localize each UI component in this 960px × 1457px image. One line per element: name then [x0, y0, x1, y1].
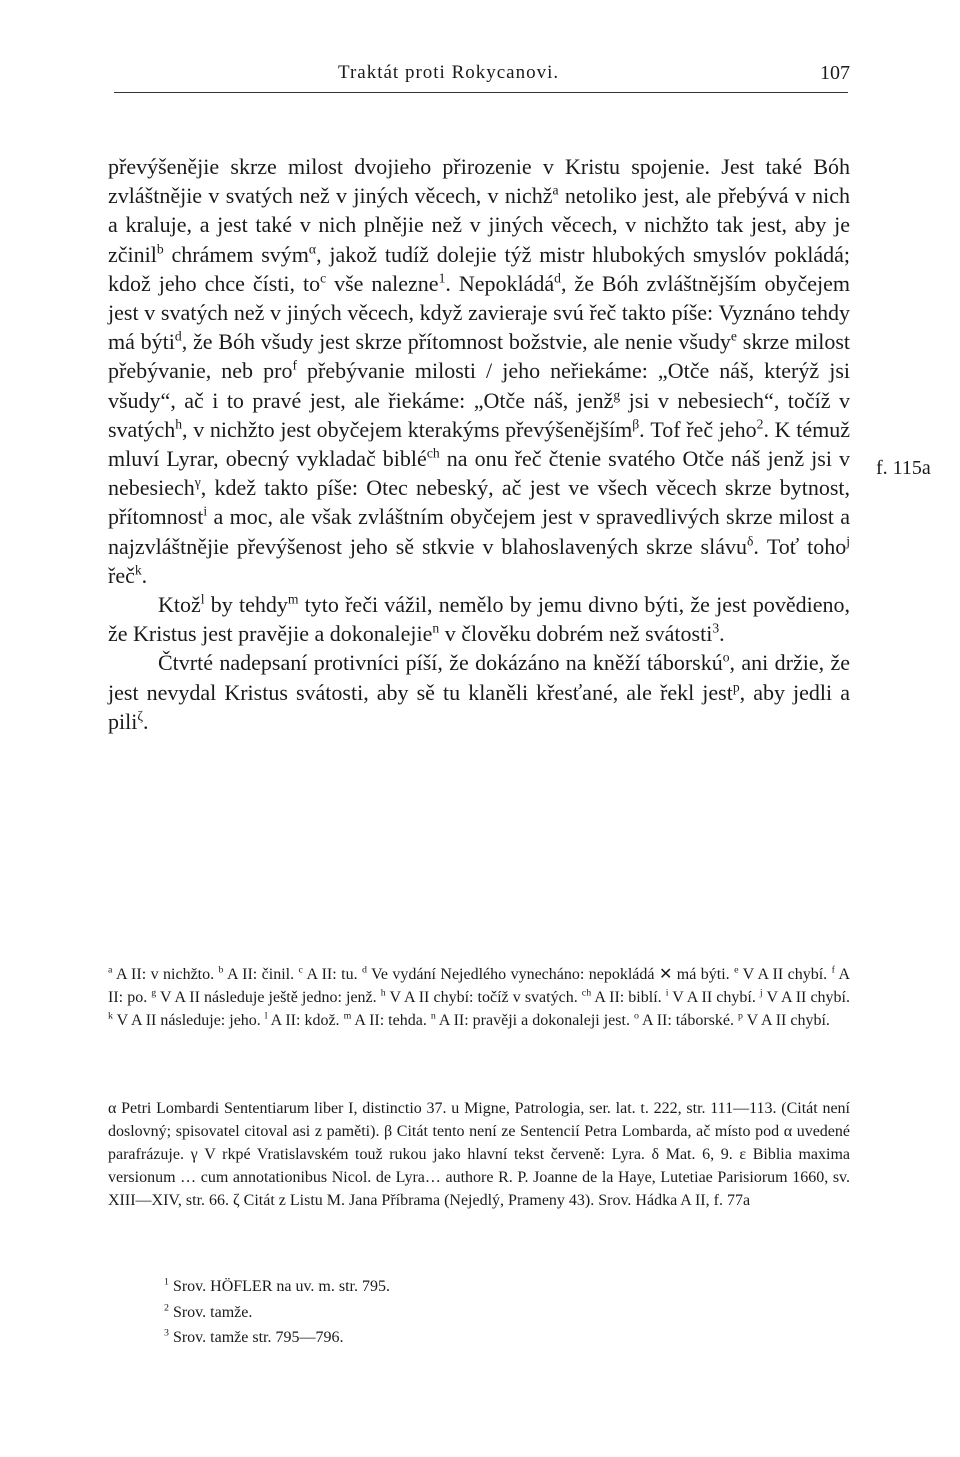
- main-text: [108, 152, 850, 736]
- textual-notes: [108, 963, 850, 1032]
- folio-margin-note: f. 115a: [876, 457, 931, 479]
- page-number: 107: [820, 62, 850, 84]
- paragraph-1: převýšenějie skrze milost dvojieho přirozenie v Kristu spojenie. Jest také Bóh zvláštnějie v svatých než v jiných věcech, v nichž$^a$ netoliko jest, ale přebývá v nich a kraluje, a jest také v nich plnějie než v jiných věcech, v nichžto tak jest, aby je zčinil$^b$ chrámem svým$^\alpha$, jakož tudíž dolejie týž mistr hlubokých smyslóv pokládá; kdož jeho chce čísti, $to^c$ vše nalezne$^1$. Nepokládá$^d$, že Bóh zvláštnějším obyčejem jest v svatých než v jiných věcech, když zavieraje svú řeč takto píše: Vyznáno tehdy má býti$^d$, že Bóh všudy jest skrze přítomnost božstvie, ale nenie všudy$^e$ skrze milost přebývanie, neb pro$^f$ přebývanie milosti / jeho neřiekáme: „Otče náš, kterýž jsi všudy“, ač i to pravé jest, ale řiekáme: „Otče náš, jenž$^g$ jsi v nebesiech“, točíž v svatých$^h$, v nichžto jest obyčejem kterakýms převýšenějším$^\beta$. Tof řeč jeho$^2$. K témuž mluví Lyrar, obecný vykladač biblé$^{ch}$ na onu řeč čtenie svatého Otče náš jenž jsi v nebesiech$^\gamma$, kdež takto píše: Otec nebeský, ač jest ve všech věcech skrze bytnost, přítomnost$^i$ a moc, ale však zvláštním obyčejem jest v spravedlivých skrze milost a najzvláštnějie převýšenost jeho sě stkvie v blahoslavených skrze slávu$^\delta$. Toť toho$^j$ řeč$^k$.: [108, 154, 851, 588]
- numbered-note-2: $^2$ Srov. tamže.: [164, 1302, 253, 1321]
- numbered-note-1: $^1$ Srov. HÖFLER na uv. m. str. 795.: [164, 1276, 390, 1295]
- paragraph-3: Čtvrté nadepsaní protivníci píší, že dokázáno na kněží táborskú$^o$, ani držie, že jest nevydal Kristus svátosti, aby sě tu klaněli křesťané, ale řekl jest$^p$, aby jedli a pili$^\zeta$.: [108, 650, 851, 734]
- source-notes-text: α Petri Lombardi Sententiarum liber I, distinctio 37. u Migne, Patrologia, ser. lat. t. 222, str. 111—113. (Citát není doslovný; spisovatel citoval asi z paměti). β Citát tento není ze Sentencií Petra Lombarda, ač místo pod α uvedené parafrázuje. γ V rkpé Vratislavském touž rukou jako hlavní tekst červeně: Lyra. δ Mat. 6, 9. ε Biblia maxima versionum … cum annotationibus Nicol. de Lyra… authore R. P. Joanne de la Haye, Lutetiae Parisiorum 1660, sv. XIII—XIV, str. 66. ζ Citát z Listu M. Jana Příbrama (Nejedlý, Prameny 43). Srov. Hádka A II, f. 77a: [108, 1100, 850, 1209]
- header-rule: [114, 92, 848, 93]
- running-title: Traktát proti Rokycanovi.: [338, 62, 560, 83]
- source-notes: [108, 1097, 850, 1212]
- numbered-notes: [108, 1274, 850, 1351]
- page-header: [110, 62, 850, 102]
- paragraph-2: Ktož$^l$ by tehdy$^m$ tyto řeči vážil, nemělo by jemu divno býti, že jest povědieno, že Kristus jest pravějie a dokonalejie$^n$ v člověku dobrém než svátosti$^3$.: [108, 591, 850, 647]
- textual-notes-text: $^a$ A II: v nichžto. $^b$ A II: činil. $^c$ A II: tu. $^d$ Ve vydání Nejedlého vynecháno: nepokládá ✕ má býti. $^e$ V A II chybí. $^f$ A II: po. $^g$ V A II následuje ještě jedno: jenž. $^h$ V A II chybí: točíž v svatých. $^{ch}$ A II: biblí. $^i$ V A II chybí. $^j$ V A II chybí. $^k$ V A II následuje: jeho. $^l$ A II: kdož. $^m$ A II: tehda. $^n$ A II: pravěji a dokonaleji jest. $^o$ A II: táborské. $^p$ V A II chybí.: [108, 964, 851, 1029]
- numbered-note-3: $^3$ Srov. tamže str. 795—796.: [164, 1327, 344, 1346]
